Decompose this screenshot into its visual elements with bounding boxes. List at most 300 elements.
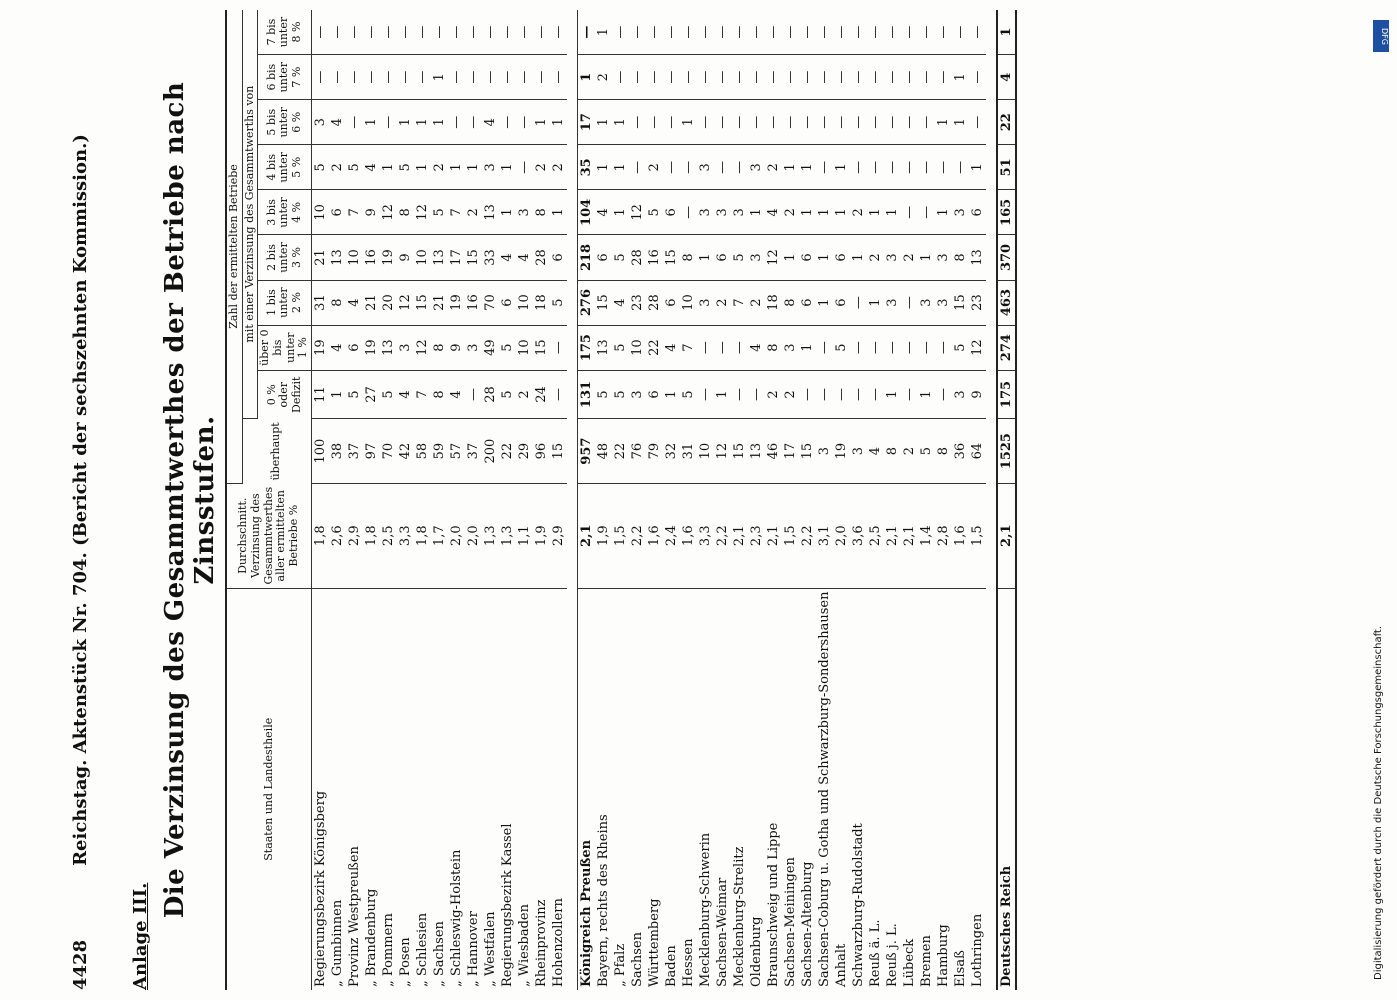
total-cell: 59 [431,419,448,484]
table-row [748,10,765,990]
band-cell: — [867,325,884,370]
avg-cell: 2,0 [465,483,482,588]
band-cell: 2 [550,145,567,190]
band-cell: — [867,370,884,419]
avg-cell: 2,1 [765,483,782,588]
table-row [969,10,986,990]
avg-cell: 2,0 [448,483,465,588]
band-cell: — [612,10,629,55]
band-cell: — [346,55,363,100]
state-name: Lothringen [969,913,985,987]
band-cell: 463 [997,280,1016,325]
band-cell: 3 [465,325,482,370]
avg-cell: 3,3 [397,483,414,588]
band-cell: — [918,145,935,190]
band-cell: — [782,10,799,55]
table-row [311,10,329,990]
band-cell: 16 [363,235,380,280]
table-row [499,10,516,990]
band-cell: — [397,55,414,100]
total-cell: 36 [952,419,969,484]
band-cell: 2 [533,145,550,190]
state-name: Reuß ä. L. [867,919,883,987]
band-cell: 3 [748,145,765,190]
band-cell: — [731,325,748,370]
band-cell: 2 [867,235,884,280]
band-cell: 1 [414,100,431,145]
state-name: Hohenzollern [550,898,566,987]
band-cell: — [833,55,850,100]
band-cell: 28 [629,235,646,280]
total-cell: 1525 [997,419,1016,484]
band-cell: 1 [465,145,482,190]
band-cell: — [816,370,833,419]
avg-cell: 3,3 [697,483,714,588]
band-cell: — [850,370,867,419]
band-cell: 131 [577,370,595,419]
table-row [714,10,731,990]
state-name: „ Hannover [465,911,481,987]
state-name: Regierungsbezirk Königsberg [312,790,328,987]
band-cell: 3 [311,100,329,145]
spacer-cell [986,10,997,990]
band-cell: 21 [363,280,380,325]
band-cell: — [346,10,363,55]
band-cell: — [816,145,833,190]
band-cell: — [918,55,935,100]
state-name: Rheinprovinz [533,899,549,987]
band-cell: — [918,100,935,145]
band-cell: — [731,100,748,145]
avg-cell: 2,3 [748,483,765,588]
band-cell: 4 [663,325,680,370]
state-name: Oldenburg [748,916,764,987]
state-name: Württemberg [646,898,662,987]
total-cell: 58 [414,419,431,484]
band-cell: — [714,55,731,100]
col-subgroup: mit einer Verzinsung des Gesammtwerths von [242,10,258,419]
band-cell: — [816,10,833,55]
avg-cell: 1,6 [952,483,969,588]
table-row [595,10,612,990]
band-cell: — [414,10,431,55]
side-note-text: Digitalisierung gefördert durch die Deutsche Forschungsgemeinschaft. [1373,625,1384,980]
state-name: „ Posen [397,937,413,987]
total-cell: 37 [346,419,363,484]
band-cell: 165 [997,190,1016,235]
table-row [329,10,346,990]
table-row [833,10,850,990]
band-cell: 8 [397,190,414,235]
table-row [612,10,629,990]
total-cell: 8 [884,419,901,484]
band-cell: 1 [595,10,612,55]
avg-cell: 1,5 [782,483,799,588]
band-cell: — [850,325,867,370]
band-cell: 1 [363,100,380,145]
state-name: Sachsen-Weimar [714,877,730,987]
total-cell: 8 [935,419,952,484]
band-cell: — [516,145,533,190]
band-cell: 1 [952,100,969,145]
avg-cell: 1,8 [363,483,380,588]
band-cell: 5 [731,235,748,280]
avg-cell: 1,1 [516,483,533,588]
band-cell: 4 [346,280,363,325]
band-cell: 1 [397,100,414,145]
band-cell: — [697,325,714,370]
table-row [782,10,799,990]
band-cell: — [663,100,680,145]
band-cell: — [363,55,380,100]
avg-cell: 2,4 [663,483,680,588]
band-cell: 1 [499,190,516,235]
spacer-row [986,10,997,990]
band-cell: 4 [329,100,346,145]
band-cell: 9 [363,190,380,235]
band-cell: 1 [663,370,680,419]
total-cell: 48 [595,419,612,484]
band-cell: 5 [612,235,629,280]
band-cell: 1 [850,235,867,280]
band-cell: — [765,55,782,100]
band-cell: 6 [499,280,516,325]
band-cell: 4 [748,325,765,370]
band-cell: — [680,145,697,190]
total-cell: 100 [311,419,329,484]
band-cell: — [663,145,680,190]
band-cell: — [867,55,884,100]
band-cell: 12 [414,190,431,235]
band-cell: 1 [816,235,833,280]
total-cell: 79 [646,419,663,484]
band-cell: 27 [363,370,380,419]
band-cell: 1 [867,190,884,235]
band-cell: — [935,370,952,419]
band-cell: 3 [697,145,714,190]
band-cell: 3 [714,190,731,235]
band-cell: 1 [533,100,550,145]
total-cell: 3 [816,419,833,484]
page-number: 4428 [70,939,91,990]
band-cell: — [850,280,867,325]
band-cell: 1 [714,370,731,419]
avg-cell: 3,6 [850,483,867,588]
band-cell: — [884,145,901,190]
band-cell: 8 [431,325,448,370]
band-cell: 1 [595,145,612,190]
band-cell: 3 [935,235,952,280]
total-cell: 15 [550,419,567,484]
state-name: Braunschweig und Lippe [765,822,781,987]
band-cell: 276 [577,280,595,325]
band-cell: — [646,100,663,145]
state-name: Baden [663,945,679,987]
band-cell: — [799,100,816,145]
band-cell: — [901,190,918,235]
band-cell: — [748,370,765,419]
band-cell: — [901,280,918,325]
state-name: „ Brandenburg [363,888,379,987]
avg-cell: 2,5 [867,483,884,588]
band-cell: — [465,370,482,419]
band-cell: 5 [499,325,516,370]
band-cell: — [884,100,901,145]
band-cell: — [680,55,697,100]
avg-cell: 1,7 [431,483,448,588]
band-cell: 1 [550,100,567,145]
table-row [629,10,646,990]
band-cell: — [833,10,850,55]
band-cell: 6 [714,235,731,280]
band-cell: 10 [516,280,533,325]
band-cell: 4 [448,370,465,419]
table-row [765,10,782,990]
band-cell: — [714,325,731,370]
band-cell: 51 [997,145,1016,190]
state-name: Elsaß [952,950,968,987]
band-cell: — [663,55,680,100]
band-cell: 5 [595,370,612,419]
band-cell: — [629,100,646,145]
band-cell: 1 [884,190,901,235]
band-cell: 1 [867,280,884,325]
total-cell: 70 [380,419,397,484]
band-cell: 21 [431,280,448,325]
total-cell: 38 [329,419,346,484]
total-cell: 5 [918,419,935,484]
band-cell: 5 [680,370,697,419]
band-cell: — [935,55,952,100]
band-cell: — [901,10,918,55]
annex-label: Anlage III. [130,882,151,990]
band-cell: — [833,100,850,145]
band-cell: 5 [346,145,363,190]
table-row [482,10,499,990]
table-row [799,10,816,990]
band-cell: — [833,370,850,419]
avg-cell: 1,5 [969,483,986,588]
band-cell: 17 [577,100,595,145]
band-cell: 4 [765,190,782,235]
band-cell: 21 [311,235,329,280]
band-cell: — [918,10,935,55]
table-row [731,10,748,990]
side-note [1373,20,1391,980]
band-cell: 49 [482,325,499,370]
band-cell: — [867,10,884,55]
band-cell: 6 [663,190,680,235]
col-band: 7 bis unter 8 % [258,10,312,55]
band-cell: 1 [935,190,952,235]
state-name: Sachsen-Meiningen [782,857,798,987]
band-cell: 1 [799,190,816,235]
table-row [465,10,482,990]
state-name: „ Pfalz [612,943,628,987]
table-row [533,10,550,990]
dfg-logo: DFG [1373,20,1389,52]
band-cell: 12 [414,325,431,370]
band-cell: 19 [380,235,397,280]
band-cell: — [697,100,714,145]
table-row [431,10,448,990]
state-name: „ Schleswig-Holstein [448,849,464,987]
band-cell: 10 [629,325,646,370]
band-cell: — [782,55,799,100]
band-cell: — [765,100,782,145]
band-cell: — [714,10,731,55]
table-row [680,10,697,990]
band-cell: — [448,100,465,145]
col-band: über 0 bis unter 1 % [258,325,312,370]
band-cell: 2 [765,370,782,419]
data-table [225,10,1017,990]
total-cell: 42 [397,419,414,484]
band-cell: 5 [612,325,629,370]
band-cell: — [550,325,567,370]
band-cell: 1 [816,190,833,235]
avg-cell: 1,8 [311,483,329,588]
band-cell: 104 [577,190,595,235]
table-row [850,10,867,990]
band-cell: 16 [646,235,663,280]
band-cell: — [311,10,329,55]
band-cell: — [414,55,431,100]
band-cell: 1 [499,145,516,190]
total-cell: 22 [499,419,516,484]
band-cell: 1 [414,145,431,190]
band-cell: 2 [465,190,482,235]
band-cell: — [311,55,329,100]
band-cell: 370 [997,235,1016,280]
band-cell: — [867,145,884,190]
band-cell: — [969,100,986,145]
band-cell: 23 [629,280,646,325]
band-cell: 175 [997,370,1016,419]
state-name: Hamburg [935,924,951,987]
band-cell: 2 [765,145,782,190]
band-cell: 2 [850,190,867,235]
band-cell: 15 [533,325,550,370]
band-cell: 12 [380,190,397,235]
state-name: „ Sachsen [431,921,447,987]
band-cell: 3 [748,235,765,280]
band-cell: 28 [646,280,663,325]
band-cell: 6 [969,190,986,235]
band-cell: 3 [629,370,646,419]
total-row [997,10,1016,990]
band-cell: 1 [782,235,799,280]
table-row [363,10,380,990]
band-cell: 6 [663,280,680,325]
total-cell: 17 [782,419,799,484]
band-cell: 7 [680,325,697,370]
band-cell: — [550,55,567,100]
band-cell: 8 [765,325,782,370]
band-cell: 4 [329,325,346,370]
band-cell: — [465,55,482,100]
state-name: Hessen [680,938,696,987]
band-cell: — [731,10,748,55]
total-cell: 10 [697,419,714,484]
spacer-cell [567,10,578,990]
band-cell: — [663,10,680,55]
band-cell: — [380,10,397,55]
band-cell: — [901,370,918,419]
band-cell: — [935,145,952,190]
running-title: Reichstag. Aktenstück Nr. 704. (Bericht der sechszehnten Kommission.) [70,134,91,866]
table-row [952,10,969,990]
band-cell: — [448,55,465,100]
table-row [380,10,397,990]
band-cell: — [499,55,516,100]
avg-cell: 2,6 [329,483,346,588]
avg-cell: 2,1 [577,483,595,588]
col-group: Zahl der ermittelten Betriebe [226,10,242,483]
total-cell: 46 [765,419,782,484]
band-cell: 16 [465,280,482,325]
avg-cell: 1,3 [499,483,516,588]
avg-cell: 2,1 [997,483,1016,588]
band-cell: — [816,325,833,370]
band-cell: 1 [782,145,799,190]
band-cell: 2 [516,370,533,419]
band-cell: 24 [533,370,550,419]
band-cell: — [329,10,346,55]
state-name: Anhalt [833,943,849,987]
band-cell: — [550,10,567,55]
band-cell: 3 [884,280,901,325]
band-cell: 2 [431,145,448,190]
band-cell: 1 [799,325,816,370]
band-cell: 1 [431,100,448,145]
band-cell: — [952,10,969,55]
table-row [918,10,935,990]
band-cell: 1 [329,370,346,419]
band-cell: 15 [952,280,969,325]
band-cell: 15 [595,280,612,325]
band-cell: — [850,145,867,190]
state-name: Provinz Westpreußen [346,846,362,987]
band-cell: 12 [969,325,986,370]
state-name: „ Pommern [380,913,396,987]
total-cell: 29 [516,419,533,484]
band-cell: 9 [397,235,414,280]
band-cell: — [499,100,516,145]
state-name: Sachsen [629,931,645,987]
band-cell: 2 [748,280,765,325]
band-cell: — [731,370,748,419]
band-cell: — [612,55,629,100]
band-cell: — [465,10,482,55]
band-cell: 10 [311,190,329,235]
band-cell: 6 [646,370,663,419]
band-cell: 15 [465,235,482,280]
total-cell: 200 [482,419,499,484]
total-cell: 76 [629,419,646,484]
band-cell: 13 [380,325,397,370]
band-cell: 5 [550,280,567,325]
state-name: Sachsen-Altenburg [799,861,815,987]
avg-cell: 3,1 [816,483,833,588]
total-cell: 957 [577,419,595,484]
band-cell: 4 [482,100,499,145]
band-cell: 3 [952,190,969,235]
band-cell: — [867,100,884,145]
band-cell: 17 [448,235,465,280]
band-cell: — [714,100,731,145]
band-cell: — [499,10,516,55]
